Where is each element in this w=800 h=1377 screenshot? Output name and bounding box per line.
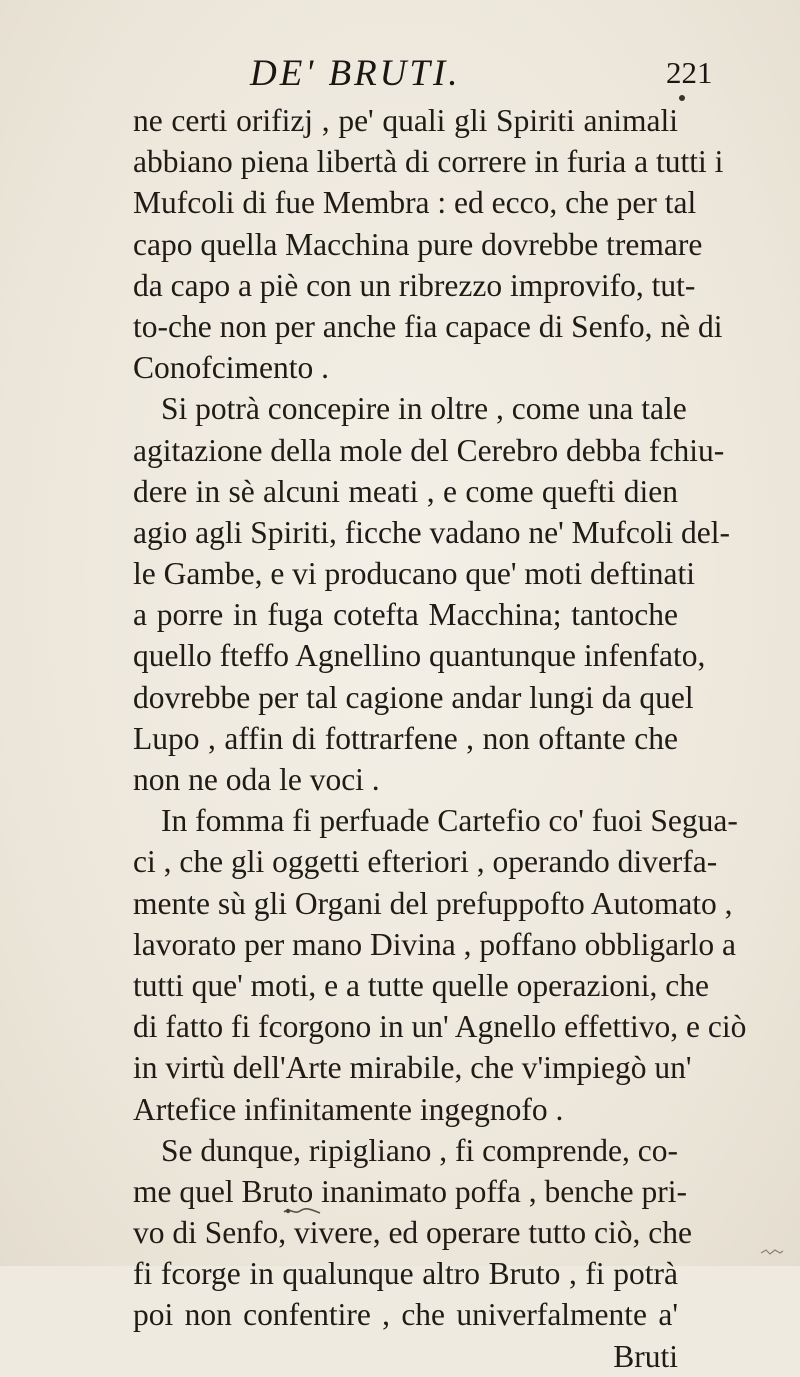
page-number: 221 bbox=[666, 55, 713, 90]
body-text bbox=[133, 100, 747, 1377]
text-line: fi fcorge in qualunque altro Bruto , fi potrà bbox=[133, 1256, 678, 1292]
text-line: in virtù dell'Arte mirabile, che v'impiegò un' bbox=[133, 1050, 692, 1086]
text-line: poi non confentire , che univerfalmente a' bbox=[133, 1297, 678, 1333]
text-line: Se dunque, ripigliano , fi comprende, co- bbox=[161, 1132, 678, 1168]
text-line: capo quella Macchina pure dovrebbe tremare bbox=[133, 226, 703, 262]
text-line: Artefice infinitamente ingegnofo . bbox=[133, 1091, 564, 1127]
text-line: da capo a piè con un ribrezzo improvifo, tut- bbox=[133, 267, 696, 303]
text-line: tutti que' moti, e a tutte quelle operazioni, che bbox=[133, 967, 709, 1003]
text-line: to-che non per anche fia capace di Senfo, nè di bbox=[133, 308, 723, 344]
text-line: agitazione della mole del Cerebro debba fchiu- bbox=[133, 432, 725, 468]
text-line: lavorato per mano Divina , poffano obbligarlo a bbox=[133, 926, 736, 962]
text-line: mente sù gli Organi del prefuppofto Automato , bbox=[133, 885, 733, 921]
text-line: Mufcoli di fue Membra : ed ecco, che per tal bbox=[133, 185, 697, 221]
text-line: dovrebbe per tal cagione andar lungi da quel bbox=[133, 679, 694, 715]
text-line: In fomma fi perfuade Cartefio co' fuoi Segua- bbox=[161, 803, 738, 839]
text-line: Si potrà concepire in oltre , come una tale bbox=[161, 391, 687, 427]
text-line: dere in sè alcuni meati , e come quefti dien bbox=[133, 473, 678, 509]
text-line: vo di Senfo, vivere, ed operare tutto ciò, che bbox=[133, 1215, 692, 1251]
text-line: me quel Bruto inanimato poffa , benche pri- bbox=[133, 1173, 688, 1209]
ink-speck bbox=[679, 95, 685, 101]
text-line: di fatto fi fcorgono in un' Agnello effettivo, e ciò bbox=[133, 1009, 747, 1045]
text-line: a porre in fuga cotefta Macchina; tantoche bbox=[133, 597, 678, 633]
running-title: DE' BRUTI. bbox=[250, 53, 461, 94]
catchword: Bruti bbox=[613, 1338, 678, 1374]
text-line: ci , che gli oggetti efteriori , operando diverfa- bbox=[133, 844, 718, 880]
text-line: agio agli Spiriti, ficche vadano ne' Mufcoli del- bbox=[133, 514, 730, 550]
text-line: ne certi orifizj , pe' quali gli Spiriti animali bbox=[133, 103, 678, 138]
ink-flourish bbox=[282, 1203, 322, 1219]
corner-mark bbox=[760, 1247, 784, 1257]
text-line: quello fteffo Agnellino quantunque infenfato, bbox=[133, 638, 706, 674]
text-line: abbiano piena libertà di correre in furia a tutti i bbox=[133, 144, 724, 180]
text-line: non ne oda le voci . bbox=[133, 762, 380, 797]
text-line: le Gambe, e vi producano que' moti deftinati bbox=[133, 556, 696, 592]
text-line: Lupo , affin di fottrarfene , non oftante che bbox=[133, 720, 678, 756]
text-line: Conofcimento . bbox=[133, 350, 329, 386]
